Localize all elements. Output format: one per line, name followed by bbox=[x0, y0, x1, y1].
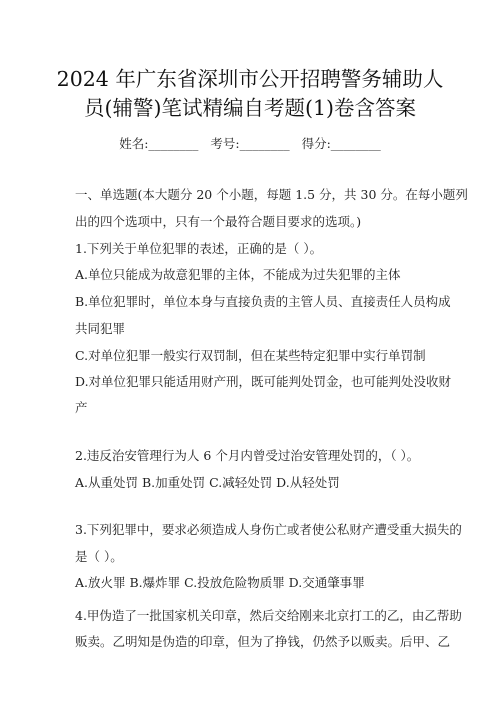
name-field: 姓名:________ bbox=[119, 136, 199, 151]
question-3-options: A.放火罪 B.爆炸罪 C.投放危险物质罪 D.交通肇事罪 bbox=[75, 575, 365, 590]
candidate-info bbox=[0, 134, 500, 152]
question-1-option-b-cont: 共同犯罪 bbox=[75, 321, 126, 336]
question-1-option-d-cont: 产 bbox=[75, 400, 88, 415]
score-field: 得分:________ bbox=[301, 136, 381, 151]
question-1-option-d: D.对单位犯罪只能适用财产刑，既可能判处罚金，也可能判处没收财 bbox=[75, 374, 452, 389]
question-1-option-a: A.单位只能成为故意犯罪的主体，不能成为过失犯罪的主体 bbox=[75, 267, 401, 282]
question-3-stem-cont: 是（ ）。 bbox=[75, 549, 123, 564]
question-1-option-b: B.单位犯罪时，单位本身与直接负责的主管人员、直接责任人员构成 bbox=[75, 294, 451, 309]
section-heading-line-1: 一、单选题(本大题分 20 个小题，每题 1.5 分，共 30 分。在每小题列 bbox=[75, 187, 468, 202]
exam-number-field: 考号:________ bbox=[210, 136, 290, 151]
question-2-options: A.从重处罚 B.加重处罚 C.减轻处罚 D.从轻处罚 bbox=[75, 475, 340, 490]
question-4-stem: 4.甲伪造了一批国家机关印章，然后交给刚来北京打工的乙，由乙帮助 bbox=[75, 608, 462, 623]
question-4-stem-cont: 贩卖。乙明知是伪造的印章，但为了挣钱，仍然予以贩卖。后甲、乙 bbox=[75, 634, 451, 649]
question-1-stem: 1.下列关于单位犯罪的表述，正确的是（ ）。 bbox=[75, 241, 323, 256]
question-1-option-c: C.对单位犯罪一般实行双罚制，但在某些特定犯罪中实行单罚制 bbox=[75, 348, 426, 363]
question-3-stem: 3.下列犯罪中，要求必须造成人身伤亡或者使公私财产遭受重大损失的 bbox=[75, 522, 462, 537]
exam-title-line-1: 2024 年广东省深圳市公开招聘警务辅助人 bbox=[56, 67, 444, 91]
question-2-stem: 2.违反治安管理行为人 6 个月内曾受过治安管理处罚的，（ ）。 bbox=[75, 448, 420, 463]
exam-title-line-2: 员(辅警)笔试精编自考题(1)卷含答案 bbox=[83, 96, 417, 120]
section-heading-line-2: 出的四个选项中，只有一个最符合题目要求的选项。) bbox=[75, 214, 362, 229]
